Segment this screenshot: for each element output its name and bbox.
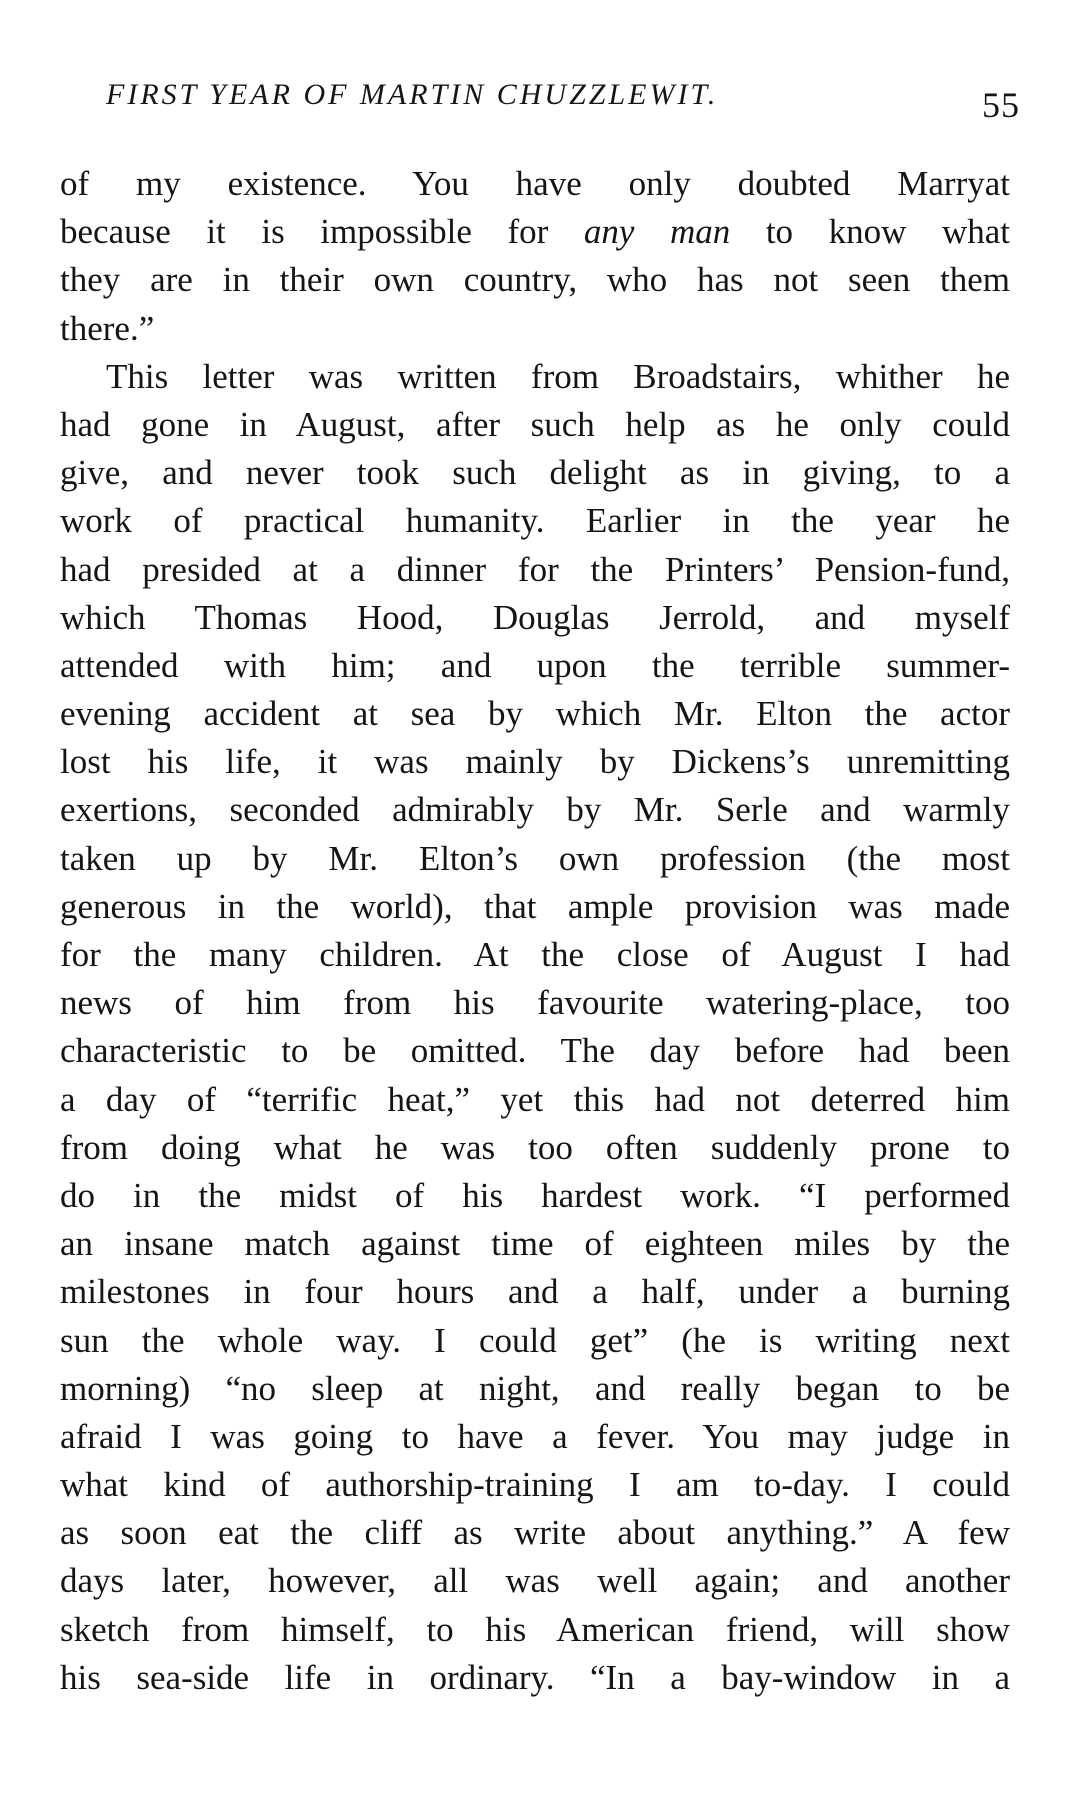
text-line: lost his life, it was mainly by Dickens’s unremitting — [60, 742, 1010, 782]
text-line: attended with him; and upon the terrible summer- — [60, 645, 1010, 685]
text-line: for the many children. At the close of August I had — [60, 935, 1010, 974]
text-line: generous in the world), that ample provision was made — [60, 886, 1010, 926]
text-line: they are in their own country, who has not seen them — [60, 260, 1010, 300]
text-line: sun the whole way. I could get” (he is writing next — [60, 1320, 1010, 1360]
running-title: FIRST YEAR OF MARTIN CHUZZLEWIT. — [106, 78, 719, 111]
text-line: had presided at a dinner for the Printers’ Pension-fund, — [60, 549, 1010, 589]
text-line: sketch from himself, to his American friend, will show — [60, 1609, 1010, 1649]
paragraph-start-line: This letter was written from Broadstairs, whither he — [106, 356, 1010, 396]
text-line: morning) “no sleep at night, and really began to be — [60, 1368, 1010, 1408]
text-line: his sea-side life in ordinary. “In a bay-window in a — [60, 1657, 1010, 1697]
text-line: characteristic to be omitted. The day before had been — [60, 1031, 1010, 1071]
emphasis-text: any man — [583, 212, 731, 252]
text-line: exertions, seconded admirably by Mr. Serle and warmly — [60, 790, 1010, 830]
text-line: give, and never took such delight as in giving, to a — [60, 453, 1010, 493]
text-line: a day of “terrific heat,” yet this had not deterred him — [60, 1079, 1010, 1119]
text-line: as soon eat the cliff as write about anything.” A few — [60, 1513, 1010, 1553]
text-line — [60, 208, 1010, 256]
text-line: evening accident at sea by which Mr. Elton the actor — [60, 694, 1010, 734]
paragraph-end-line: there.” — [60, 308, 155, 348]
text-run: because it is impossible for — [60, 212, 584, 252]
text-line: do in the midst of his hardest work. “I performed — [60, 1175, 1010, 1215]
text-line: from doing what he was too often suddenly prone to — [60, 1127, 1010, 1167]
running-head — [60, 66, 1020, 126]
text-line: afraid I was going to have a fever. You may judge in — [60, 1416, 1010, 1456]
text-line: news of him from his favourite watering-place, too — [60, 983, 1010, 1023]
text-line: had gone in August, after such help as he only could — [60, 404, 1010, 444]
text-line: which Thomas Hood, Douglas Jerrold, and myself — [60, 597, 1010, 637]
text-line: an insane match against time of eighteen miles by the — [60, 1224, 1010, 1264]
body-text — [60, 160, 1010, 1702]
text-line: of my existence. You have only doubted Marryat — [60, 164, 1010, 203]
text-run: to know what — [730, 212, 1010, 252]
text-line: days later, however, all was well again; and another — [60, 1561, 1010, 1601]
text-line: work of practical humanity. Earlier in the year he — [60, 501, 1010, 541]
text-line: taken up by Mr. Elton’s own profession (the most — [60, 838, 1010, 878]
text-line: milestones in four hours and a half, under a burning — [60, 1272, 1010, 1312]
page-number: 55 — [982, 85, 1020, 125]
text-line: what kind of authorship-training I am to-day. I could — [60, 1465, 1010, 1505]
